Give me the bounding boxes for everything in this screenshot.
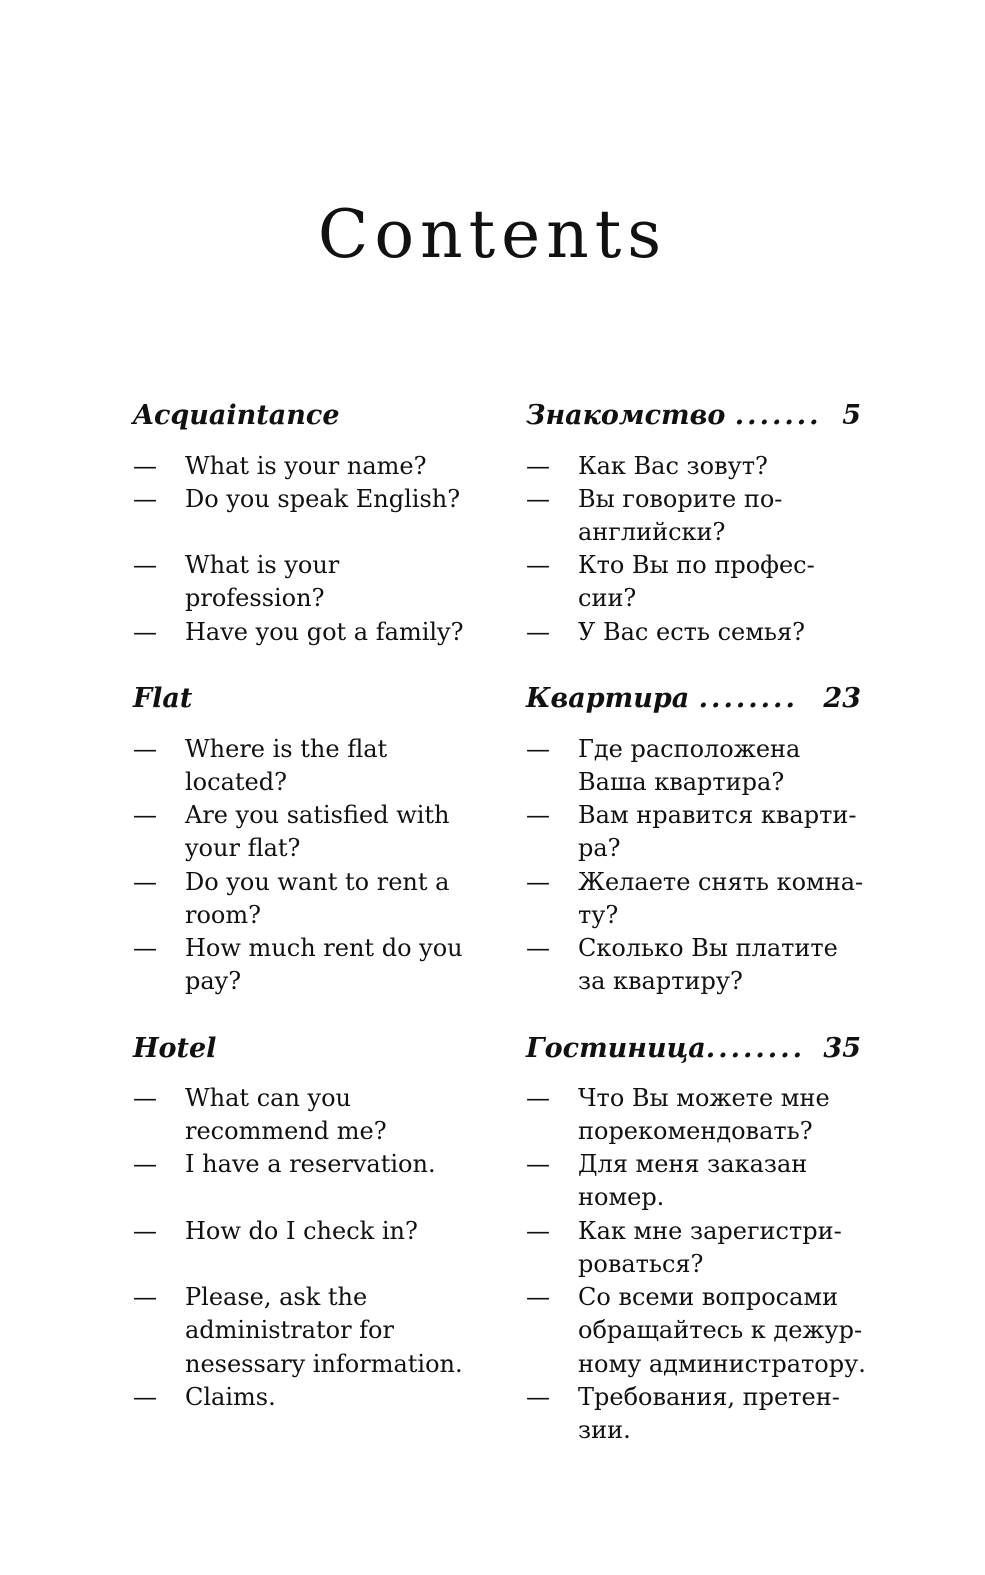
question-ru: [526, 733, 871, 800]
question-text: Are you satisfied with your flat?: [185, 801, 450, 863]
section-heading-flat[interactable]: Flat: [133, 683, 193, 714]
question-en: [133, 1215, 478, 1248]
dash: —: [133, 1383, 157, 1411]
question-ru: [526, 799, 871, 866]
question-text: Требования, претен- зии.: [578, 1383, 840, 1445]
question-ru: [526, 866, 871, 933]
question-text: Do you want to rent a room?: [185, 868, 450, 930]
question-ru: [526, 932, 871, 999]
section-heading-ru: Знакомство: [526, 400, 726, 431]
question-text: Claims.: [185, 1383, 276, 1411]
question-ru: [526, 1148, 871, 1215]
dash: —: [526, 1084, 550, 1112]
question-text: Где расположена Ваша квартира?: [578, 735, 801, 797]
question-ru: [526, 1215, 871, 1282]
question-text: Вам нравится кварти- ра?: [578, 801, 857, 863]
leader-dots: ........: [705, 1033, 805, 1064]
question-text: Для меня заказан номер.: [578, 1150, 808, 1212]
question-en: [133, 1082, 478, 1149]
dash: —: [133, 735, 157, 763]
question-en: [133, 799, 478, 866]
dash: —: [133, 1084, 157, 1112]
page-title: Contents: [317, 196, 668, 273]
dash: —: [526, 452, 550, 480]
question-text: Where is the flat located?: [185, 735, 388, 797]
question-en: [133, 483, 478, 516]
question-text: Как мне зарегистри- роваться?: [578, 1217, 842, 1279]
question-text: What can you recommend me?: [185, 1084, 387, 1146]
question-en: [133, 932, 478, 999]
question-en: [133, 1381, 478, 1414]
question-text: What is your name?: [185, 452, 427, 480]
question-ru: [526, 1381, 871, 1448]
question-en: [133, 733, 478, 800]
question-text: У Вас есть семья?: [578, 618, 805, 646]
question-ru: [526, 1281, 871, 1381]
dash: —: [133, 618, 157, 646]
dash: —: [526, 618, 550, 646]
section-heading-ru: Гостиница: [526, 1033, 706, 1064]
question-text: Желаете снять комна- ту?: [578, 868, 864, 930]
section-heading-ru: Квартира: [526, 683, 690, 714]
question-en: [133, 450, 478, 483]
question-text: Что Вы можете мне порекомендовать?: [578, 1084, 830, 1146]
question-text: Со всеми вопросами обращайтесь к дежур- ному администратору.: [578, 1283, 866, 1378]
question-en: [133, 1148, 478, 1181]
question-ru: [526, 483, 871, 550]
question-ru: [526, 450, 871, 483]
dash: —: [526, 735, 550, 763]
dash: —: [526, 1283, 550, 1311]
question-ru: [526, 549, 871, 616]
question-text: Сколько Вы платите за квартиру?: [578, 934, 838, 996]
question-text: Do you speak English?: [185, 485, 461, 513]
question-text: Вы говорите по- английски?: [578, 485, 783, 547]
question-text: Please, ask the administrator for nesessary information.: [185, 1283, 463, 1378]
question-en: [133, 866, 478, 933]
dash: —: [133, 1217, 157, 1245]
leader-dots: .......: [734, 400, 822, 431]
toc-entry-gostinitsa[interactable]: [526, 1029, 871, 1069]
dash: —: [526, 1217, 550, 1245]
section-heading-acquaintance[interactable]: Acquaintance: [133, 400, 340, 431]
page-number: 5: [842, 400, 861, 431]
question-text: How much rent do you pay?: [185, 934, 463, 996]
toc-entry-znakomstvo[interactable]: [526, 396, 871, 436]
dash: —: [133, 868, 157, 896]
dash: —: [526, 934, 550, 962]
dash: —: [526, 801, 550, 829]
page-number: 35: [823, 1033, 861, 1064]
page-number: 23: [823, 683, 861, 714]
question-text: I have a reservation.: [185, 1150, 436, 1178]
dash: —: [526, 868, 550, 896]
question-text: Have you got a family?: [185, 618, 464, 646]
dash: —: [133, 934, 157, 962]
dash: —: [133, 485, 157, 513]
dash: —: [526, 1150, 550, 1178]
question-text: Как Вас зовут?: [578, 452, 768, 480]
question-text: How do I check in?: [185, 1217, 418, 1245]
dash: —: [133, 551, 157, 579]
dash: —: [133, 801, 157, 829]
section-heading-hotel[interactable]: Hotel: [133, 1033, 217, 1064]
dash: —: [526, 485, 550, 513]
question-text: Кто Вы по профес- сии?: [578, 551, 815, 613]
question-ru: [526, 1082, 871, 1149]
leader-dots: ........: [698, 683, 798, 714]
dash: —: [526, 1383, 550, 1411]
toc-entry-kvartira[interactable]: [526, 679, 871, 719]
question-en: [133, 549, 478, 616]
question-ru: [526, 616, 871, 649]
dash: —: [133, 1150, 157, 1178]
question-en: [133, 616, 478, 649]
question-text: What is your profession?: [185, 551, 340, 613]
dash: —: [526, 551, 550, 579]
dash: —: [133, 452, 157, 480]
dash: —: [133, 1283, 157, 1311]
question-en: [133, 1281, 478, 1381]
